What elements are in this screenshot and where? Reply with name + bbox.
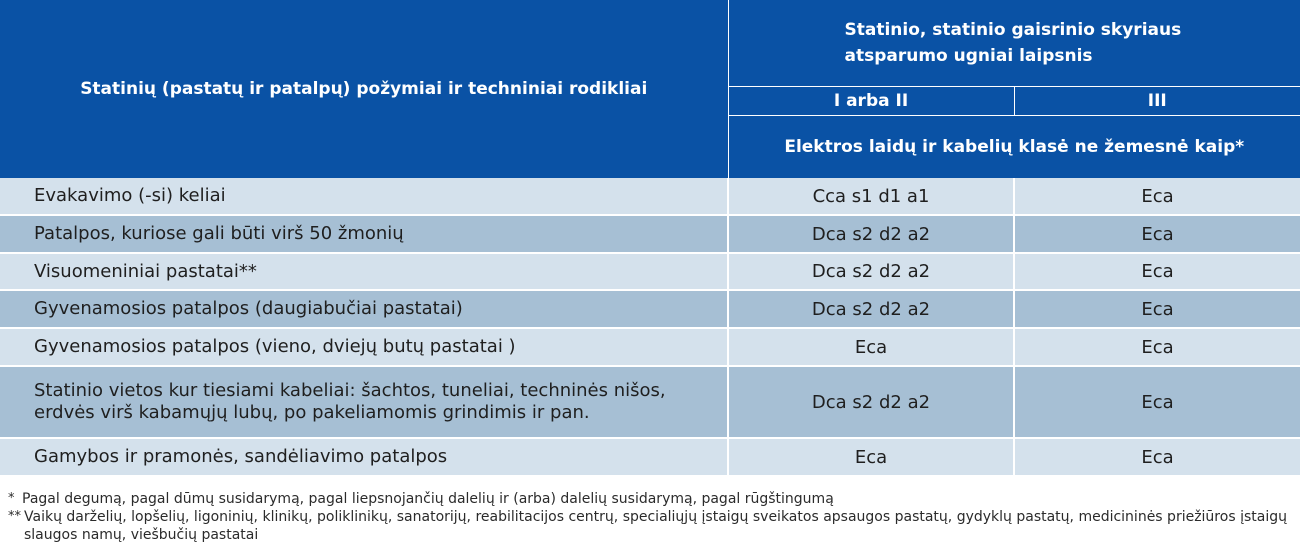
header-fire-resistance: [728, 0, 1300, 87]
row-value-degree-1-2: Cca s1 d1 a1: [728, 178, 1014, 215]
header-cable-class: Elektros laidų ir kabelių klasė ne žemesnė kaip*: [728, 116, 1300, 179]
row-value-degree-3: Eca: [1014, 178, 1300, 215]
row-label: Visuomeniniai pastatai**: [0, 253, 728, 290]
row-label: Gamybos ir pramonės, sandėliavimo patalpos: [0, 438, 728, 476]
table-row: [0, 366, 1300, 438]
row-value-degree-1-2: Dca s2 d2 a2: [728, 366, 1014, 438]
row-value-degree-1-2: Eca: [728, 328, 1014, 366]
header-degree-1-2: I arba II: [728, 87, 1014, 116]
footnote-2-text-line1: Vaikų darželių, lopšelių, ligoninių, klinikų, poliklinikų, sanatorijų, reabilitacijos centrų, specialiųjų įstaigų sveikatos apsaugos pastatų, gydyklų pastatų, medicininės priežiūros įstaigų: [24, 509, 1287, 525]
table-row: [0, 178, 1300, 215]
row-value-degree-3: Eca: [1014, 215, 1300, 253]
row-value-degree-1-2: Dca s2 d2 a2: [728, 253, 1014, 290]
table-row: [0, 438, 1300, 476]
row-label-line2: erdvės virš kabamųjų lubų, po pakeliamomis grindimis ir pan.: [34, 402, 590, 423]
header-characteristics: Statinių (pastatų ir patalpų) požymiai ir techniniai rodikliai: [0, 0, 728, 178]
row-label: [0, 366, 728, 438]
row-value-degree-3: Eca: [1014, 328, 1300, 366]
header-fire-resistance-line1: Statinio, statinio gaisrinio skyriaus: [844, 20, 1182, 40]
row-value-degree-1-2: Dca s2 d2 a2: [728, 215, 1014, 253]
row-label-line1: Statinio vietos kur tiesiami kabeliai: šachtos, tuneliai, techninės nišos,: [34, 380, 666, 401]
header-fire-resistance-line2: atsparumo ugniai laipsnis: [844, 46, 1093, 66]
row-value-degree-3: Eca: [1014, 253, 1300, 290]
row-value-degree-1-2: Dca s2 d2 a2: [728, 290, 1014, 328]
footnote-2-text: [24, 508, 1298, 544]
table-row: [0, 253, 1300, 290]
table-row: [0, 290, 1300, 328]
row-label: Patalpos, kuriose gali būti virš 50 žmonių: [0, 215, 728, 253]
footnote-2-text-line2: slaugos namų, viešbučių pastatai: [24, 527, 259, 543]
table-row: [0, 215, 1300, 253]
row-label: Gyvenamosios patalpos (vieno, dviejų butų pastatai ): [0, 328, 728, 366]
row-label: Evakavimo (-si) keliai: [0, 178, 728, 215]
row-value-degree-3: Eca: [1014, 438, 1300, 476]
header-degree-3: III: [1014, 87, 1300, 116]
footnote-1: [8, 490, 1298, 508]
row-label: Gyvenamosios patalpos (daugiabučiai pastatai): [0, 290, 728, 328]
footnote-2: [8, 508, 1298, 544]
footnotes: [8, 490, 1298, 544]
row-value-degree-3: Eca: [1014, 290, 1300, 328]
footnote-1-mark: *: [8, 491, 15, 506]
row-value-degree-3: Eca: [1014, 366, 1300, 438]
footnote-1-text: Pagal degumą, pagal dūmų susidarymą, pagal liepsnojančių dalelių ir (arba) dalelių susidarymą, pagal rūgštingumą: [22, 491, 834, 507]
row-value-degree-1-2: Eca: [728, 438, 1014, 476]
footnote-2-mark: **: [8, 509, 21, 524]
table-row: [0, 328, 1300, 366]
